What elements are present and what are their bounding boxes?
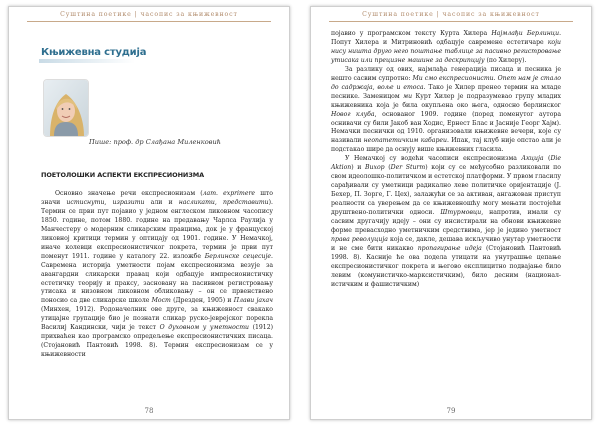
section-title: Књижевна студија [41, 47, 147, 58]
running-header: Суштина поетике | часопис за књижевност [27, 11, 271, 22]
left-page [8, 6, 290, 420]
page-number: 79 [446, 407, 456, 415]
section-title-underline [39, 59, 135, 63]
page-number: 78 [144, 407, 154, 415]
paragraph: појавио у програмском тексту Курта Хилера Најмлађи Берлинци. Попут Хилера и Митриновић одбацује савремене естетичаре који нису ништа друго него поштање таблице за пасивно регистровање утисака или прецизне машине за дескрипцију (по Хилеру). [331, 30, 562, 64]
author-photo [43, 79, 89, 137]
article-heading: ПОЕТОЛОШКИ АСПЕКТИ ЕКСПРЕСИОНИЗМА [41, 171, 205, 179]
running-header: Суштина поетике | часопис за књижевност [329, 11, 573, 22]
paragraph: За разлику од ових, најмлађа генерација писаца и песника је нешто сасвим супротно: Ми смо експресионисти. Опет нам је стало до садржаја, воље и етоса. Тако је Хилер пренео термин на младе песнике. Заменицом ми Курт Хилер је подразумевао групу младих књижевника која је била окупљена око њега, односно берлинског Новог клуба, основаног 1909. године (поред поменутог аутора оснивачи су били Јакоб ван Ходис, Ернест Блас и Јасније Георг Хајм). Немачки песнички од 1910. организовали књижевне вечери, које су називали неопатетичким кабареи. Ипак, тај клуб није опстао али је подстакао шире да оснују више књижевних гласила. [331, 65, 562, 154]
author-portrait-image [44, 80, 88, 136]
right-body-text [331, 30, 561, 290]
paragraph: Основно значење речи експресионизам (лат. exprimere што значи истиснути, изразити али и насликати, представити). Термин се први пут појавио у једном енглеском ликовном часопису 1850. године, потом 1880. године на предавању Чарлса Раулија у Манчестеру о модерним сликарским правцима, док је у француској ликовној критици термин у оптицају од 1901. године. У Немачкој, иначе колевци експресионистичког покрета, термин је први пут поменут 1911. године у каталогу 22. изложбе Берлинске сецесије. Савремена историја уметности појам експресионизма везује за авангардни сликарски правац који одбацује импресионистичку естетичку теорију и праксу, засновану на пасивном регистровању утисака и низовном ликовном обликовању – он се првенствено поносио са две сликарске школе Мост (Дрезден, 1905) и Плави јахач (Минхен, 1912). Родоначелник ове друге, за књижевност свакако утицајне групације био је познати сликар руско-јеврејског порекла Василиј Кандински, чији је текст О духовном у уметности (1912) прихваћен као програмско опредељење експресионистичких писаца. (Стојановић Пантовић 1998. 8). Термин експресионизам се у књижевности [41, 190, 274, 359]
paragraph: У Немачкој су водећи часописи експресионизма Акција (Die Aktion) и Вихор (Der Sturm) који су се међусобно разликовали по свом идеолошко-политичком и естетској платформи. У првом гласилу сарађивали су уметници радикално леве политичке оријентације (Ј. Бехер, П. Зорге, Г. Цех), залажући се за активан, ангажован приступ реалности са уверењем да се књижевношћу могу мењати постојећи друштвено-политички односи. Штурмовци, напротив, имали су сасвим другачију идеју – они су инсистирали на обнови књижевне форме превасходно уметничким средствима, јер је једино уметност права револуција која се, дакле, дешава искључиво унутар уметности и не сме бити никакво пропагирање идеја (Стојановић Пантовић 1998. 8). Касније ће ова подела утицати на унутрашње цепање експресионистичког покрета и његово експлицитно подвајање било левим (комунистичко-марксистичким), било десним (националистичким и фашистичким) [331, 155, 562, 288]
left-body-text [41, 190, 273, 360]
author-byline: Пише: проф. др Слађана Миленковић [89, 138, 222, 146]
right-page [310, 6, 592, 420]
